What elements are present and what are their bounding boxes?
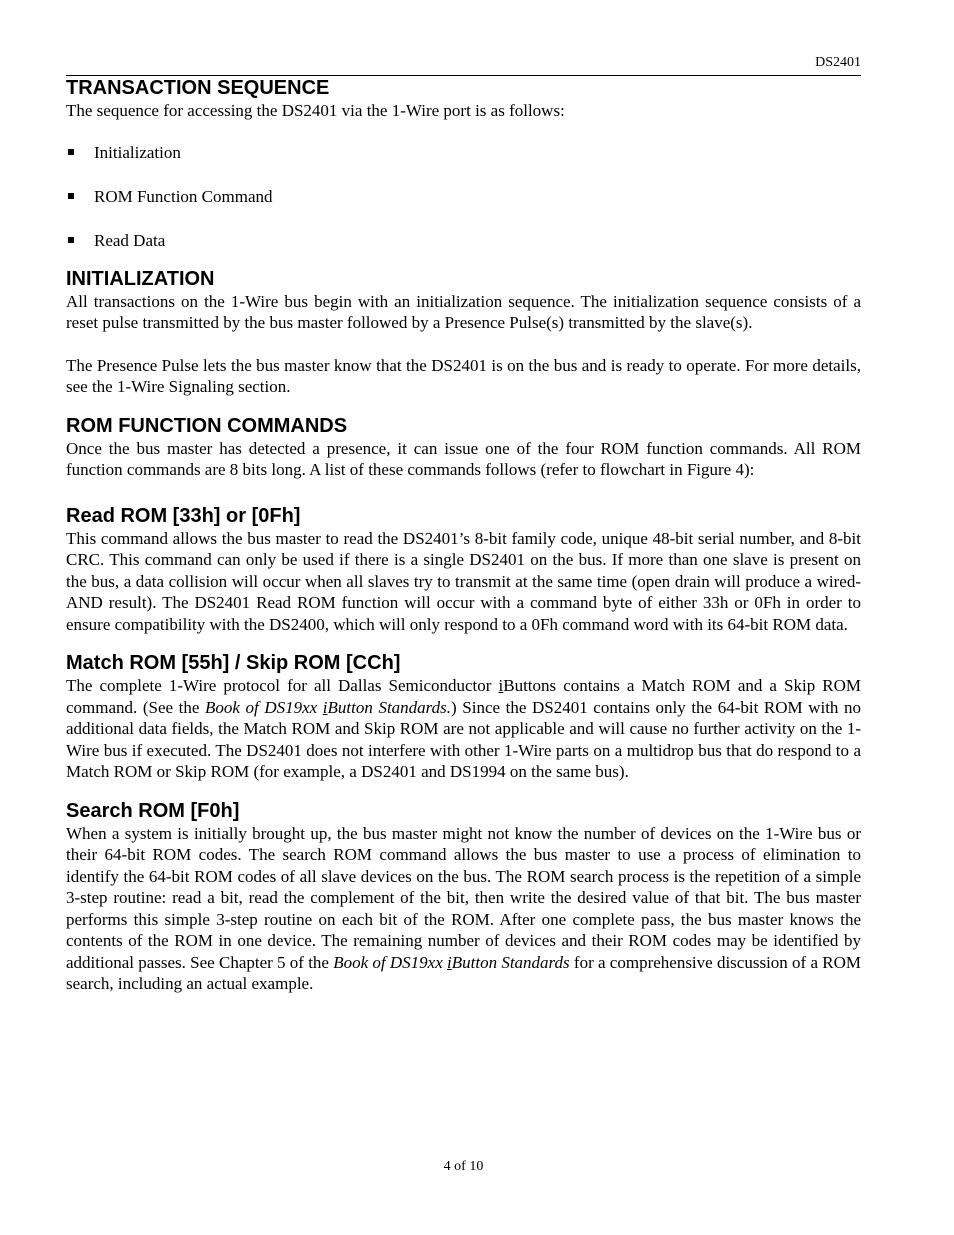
- book-title: [333, 953, 569, 972]
- section-rom-function-commands: [66, 414, 861, 481]
- step-label: Read Data: [94, 230, 166, 250]
- heading-match-skip-rom: Match ROM [55h] / Skip ROM [CCh]: [66, 652, 401, 674]
- text-run: The complete 1-Wire protocol for all Dallas Semiconductor: [66, 676, 499, 695]
- section-match-skip-rom: [66, 651, 861, 783]
- text-run: Button Standards.: [327, 697, 452, 717]
- section-initialization: [66, 267, 861, 398]
- heading-initialization: INITIALIZATION: [66, 267, 215, 290]
- initialization-paragraph-2: The Presence Pulse lets the bus master know that the DS2401 is on the bus and is ready to operate. For more details, see the 1-Wire Signaling section.: [66, 355, 861, 396]
- text-run: Book of DS19xx: [205, 697, 323, 717]
- square-bullet-icon: [68, 193, 74, 199]
- section-read-rom: [66, 504, 861, 636]
- transaction-steps-list: [66, 142, 861, 251]
- text-run: ) Since the DS2401 contains only the 64-bit ROM with no additional data fields, the Match ROM and Skip ROM are not applicable and will cause no further activity on the 1-Wire bus if executed. The DS2401 does not interfere with other 1-Wire parts on a multidrop bus that do respond to a Match ROM or Skip ROM (for example, a DS2401 and DS1994 on the same bus).: [66, 697, 862, 781]
- heading-rom-function-commands: ROM FUNCTION COMMANDS: [66, 414, 348, 437]
- list-item: [66, 186, 861, 207]
- book-title: [205, 698, 451, 717]
- text-run: Button Standards: [451, 952, 570, 972]
- ibutton-i-underlined: i: [322, 697, 328, 717]
- match-skip-paragraph: [66, 675, 861, 783]
- ibutton-i-underlined: i: [498, 676, 504, 695]
- text-run: Book of DS19xx: [333, 952, 448, 972]
- list-item: [66, 230, 861, 251]
- read-rom-paragraph: This command allows the bus master to read the DS2401’s 8-bit family code, unique 48-bit serial number, and 8-bit CRC. This command can only be used if there is a single DS2401 on the bus. If more than one slave is present on the bus, a data collision will occur when all slaves try to transmit at the same time (open drain will produce a wired-AND result). The DS2401 Read ROM function will occur with a command byte of either 33h or 0Fh in order to ensure compatibility with the DS2400, which will only respond to a 0Fh command word with its 64-bit ROM data.: [66, 528, 861, 634]
- rom-functions-paragraph: Once the bus master has detected a presence, it can issue one of the four ROM function commands. All ROM function commands are 8 bits long. A list of these commands follows (refer to flowchart in Figure 4):: [66, 438, 861, 479]
- step-label: ROM Function Command: [94, 186, 273, 206]
- heading-search-rom: Search ROM [F0h]: [66, 799, 240, 822]
- document-code: DS2401: [815, 55, 861, 70]
- page-content: [66, 76, 861, 995]
- search-rom-paragraph: [66, 823, 861, 995]
- initialization-paragraph-1: All transactions on the 1-Wire bus begin with an initialization sequence. The initialization sequence consists of a reset pulse transmitted by the bus master followed by a Presence Pulse(s) transmitted by the slave(s).: [66, 291, 861, 332]
- text-run: When a system is initially brought up, the bus master might not know the number of devices on the 1-Wire bus or their 64-bit ROM codes. The search ROM command allows the bus master to use a process of elimination to identify the 64-bit ROM codes of all slave devices on the bus. The ROM search process is the repetition of a simple 3-step routine: read a bit, read the complement of the bit, then write the desired value of that bit. The bus master performs this simple 3-step routine on each bit of the ROM. After one complete pass, the bus master knows the contents of the ROM in one device. The remaining number of devices and their ROM codes may be identified by additional passes. See Chapter 5 of the: [66, 823, 861, 972]
- step-label: Initialization: [94, 142, 181, 162]
- square-bullet-icon: [68, 237, 74, 243]
- text-run: for a comprehensive discussion of a ROM search, including an actual example.: [66, 952, 861, 993]
- text-run: Buttons contains a Match ROM and a Skip ROM command. (See the: [66, 676, 862, 717]
- transaction-intro: The sequence for accessing the DS2401 via the 1-Wire port is as follows:: [66, 101, 565, 120]
- square-bullet-icon: [68, 149, 74, 155]
- section-transaction-sequence: [66, 76, 861, 251]
- ibutton-i-underlined: i: [447, 952, 452, 972]
- heading-read-rom: Read ROM [33h] or [0Fh]: [66, 504, 301, 527]
- section-search-rom: [66, 799, 861, 995]
- page-number: 4 of 10: [443, 1159, 484, 1174]
- heading-transaction-sequence: TRANSACTION SEQUENCE: [66, 77, 330, 99]
- list-item: [66, 142, 861, 163]
